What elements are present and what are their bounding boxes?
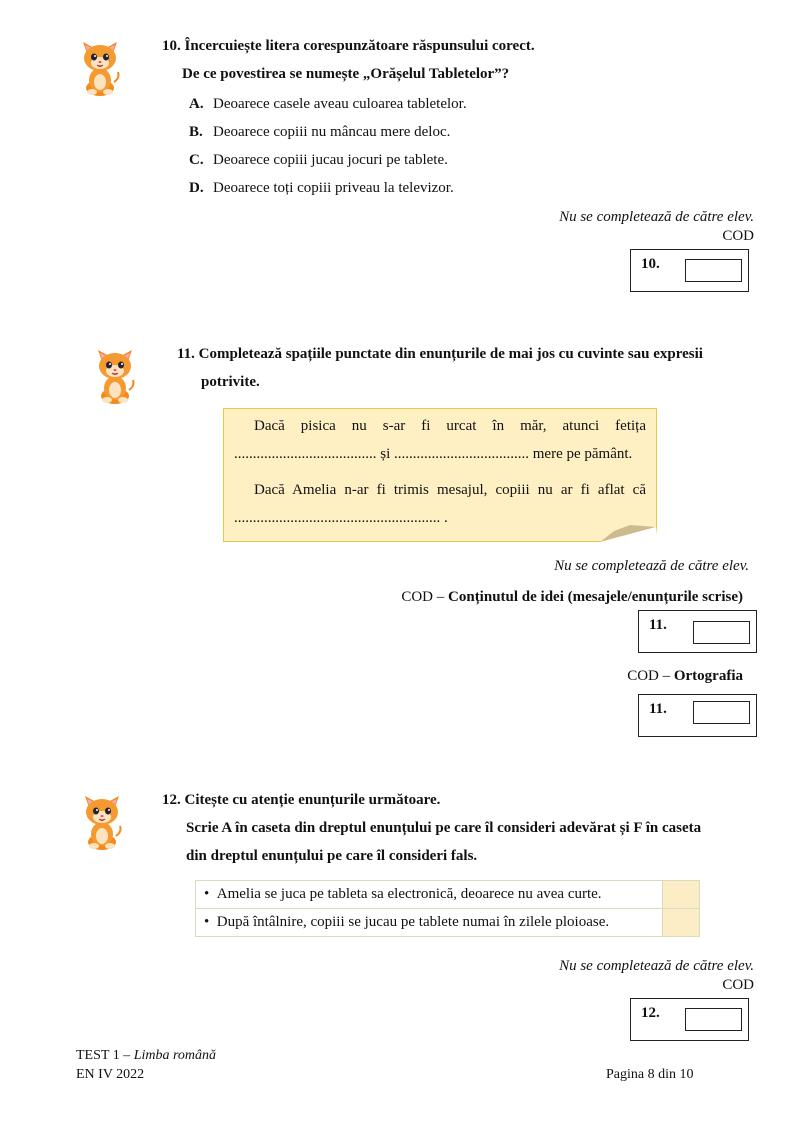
sentence-2-line-1: Dacă Amelia n-ar fi trimis mesajul, copiii nu ar fi aflat că [254, 482, 646, 498]
q10-question: De ce povestirea se numește „Orășelul Tabletelor”? [182, 66, 510, 82]
statement-cell [196, 909, 663, 937]
sentence-2-line-2[interactable]: ....................................................... . [234, 510, 448, 526]
true-false-table [195, 880, 700, 937]
code-input[interactable] [693, 701, 750, 724]
q10-grader-note: Nu se completează de către elev. [559, 209, 754, 225]
table-row [196, 881, 700, 909]
q12-title: 12. Citește cu atenție enunțurile următoare. [162, 792, 441, 808]
q10-option-a[interactable] [189, 96, 467, 113]
q10-option-d[interactable] [189, 180, 454, 197]
statement-cell [196, 881, 663, 909]
cat-mascot-icon [80, 792, 124, 850]
cod-prefix: COD – [627, 668, 674, 684]
answer-cell[interactable] [663, 881, 700, 909]
q11-grader-note: Nu se completează de către elev. [554, 558, 749, 574]
option-letter: B. [189, 124, 203, 140]
bullet: • [204, 914, 210, 930]
q12-instruction-line-1: Scrie A în caseta din dreptul enunțului pe care îl consideri adevărat și F în caseta [186, 820, 702, 836]
q12-code-box [630, 998, 749, 1041]
cat-mascot-icon [93, 346, 137, 404]
option-text: Deoarece casele aveau culoarea tabletelor. [213, 96, 467, 112]
footer-test [76, 1048, 216, 1064]
code-box-label: 11. [649, 617, 667, 633]
cod-prefix: COD – [401, 589, 449, 605]
q10-cod-label: COD [722, 228, 754, 244]
code-box-label: 12. [641, 1005, 660, 1021]
cod-criterion: Conținutul de idei (mesajele/enunțurile scrise) [448, 589, 743, 605]
option-letter: C. [189, 152, 204, 168]
q10-option-c[interactable] [189, 152, 448, 169]
q10-code-box [630, 249, 749, 292]
q11-spelling-code-box [638, 694, 757, 737]
q11-cod-spelling-label [627, 668, 743, 685]
q11-title-cont: potrivite. [201, 374, 260, 390]
q11-content-code-box [638, 610, 757, 653]
q12-grader-note: Nu se completează de către elev. [559, 958, 754, 974]
sentence-1-line-1: Dacă pisica nu s-ar fi urcat în măr, atunci fetița [254, 418, 646, 434]
footer-exam: EN IV 2022 [76, 1067, 145, 1082]
cod-criterion: Ortografia [673, 668, 743, 684]
q12-cod-label: COD [722, 977, 754, 993]
q11-cod-content-label [401, 589, 743, 606]
footer-subject: Limba română [133, 1048, 217, 1063]
option-text: Deoarece copiii nu mâncau mere deloc. [213, 124, 451, 140]
page-curl-icon [600, 521, 658, 543]
sentence-1-line-2[interactable]: ...................................... și .................................... mere pe pământ. [234, 446, 633, 462]
option-letter: D. [189, 180, 204, 196]
option-text: Deoarece toți copiii priveau la televizor. [213, 180, 454, 196]
option-text: Deoarece copiii jucau jocuri pe tablete. [213, 152, 448, 168]
code-box-label: 10. [641, 256, 660, 272]
code-input[interactable] [693, 621, 750, 644]
footer-page-number: Pagina 8 din 10 [606, 1067, 694, 1082]
cat-mascot-icon [78, 38, 122, 96]
footer-test-label: TEST 1 – [76, 1048, 134, 1063]
code-input[interactable] [685, 1008, 742, 1031]
answer-cell[interactable] [663, 909, 700, 937]
q12-instruction-line-2: din dreptul enunțului pe care îl consideri fals. [186, 848, 478, 864]
table-row [196, 909, 700, 937]
statement-text: După întâlnire, copiii se jucau pe tablete numai în zilele ploioase. [216, 914, 610, 930]
code-box-label: 11. [649, 701, 667, 717]
q11-title: 11. Completează spațiile punctate din enunțurile de mai jos cu cuvinte sau expresii [177, 346, 703, 362]
code-input[interactable] [685, 259, 742, 282]
q10-title: 10. Încercuiește litera corespunzătoare răspunsului corect. [162, 38, 535, 54]
bullet: • [204, 886, 210, 902]
q10-option-b[interactable] [189, 124, 450, 141]
fill-in-note-card [223, 408, 657, 542]
statement-text: Amelia se juca pe tableta sa electronică, deoarece nu avea curte. [216, 886, 602, 902]
option-letter: A. [189, 96, 204, 112]
